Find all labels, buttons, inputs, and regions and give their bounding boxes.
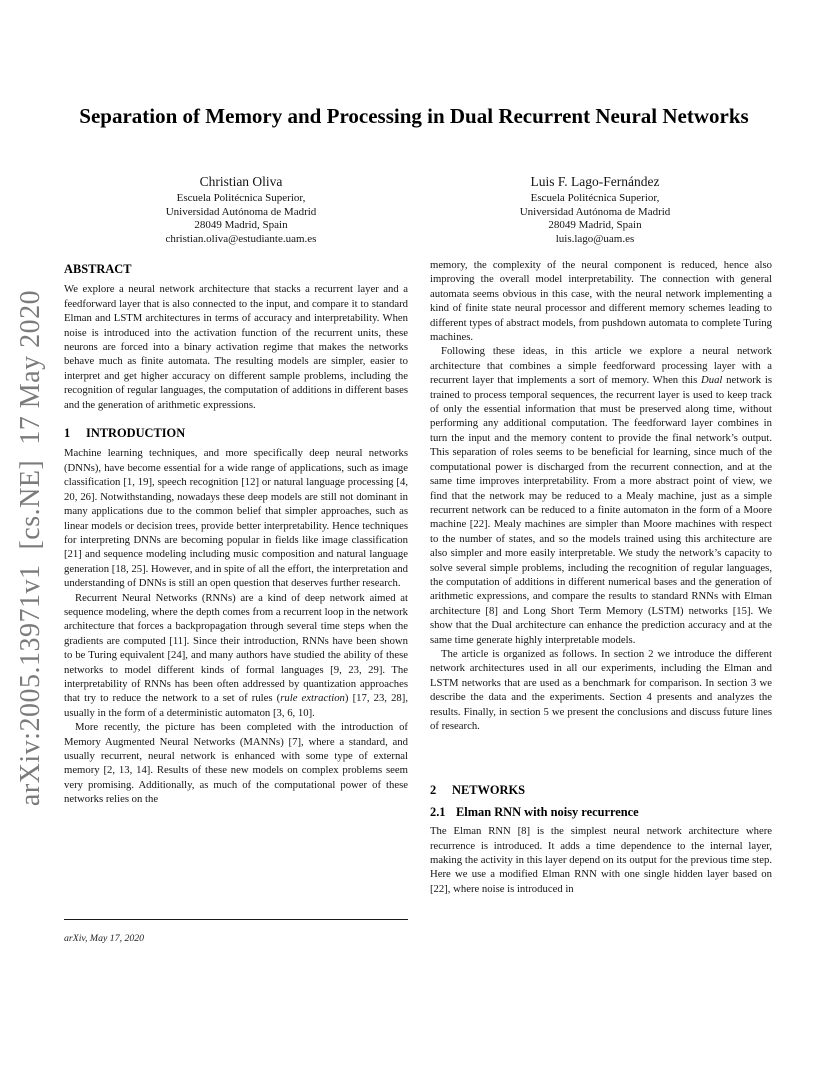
- abstract-heading: ABSTRACT: [64, 262, 132, 276]
- continuation-paragraph-3: The article is organized as follows. In section 2 we introduce the different network architectures used in all our experiments, including the Elman and LSTM networks that are used as a benchmark for comparison. In section 3 we describe the data and the experiments. Section 4 presents and analyzes the results. Finally, in section 5 we present the conclusions and discuss future lines of research.: [430, 647, 772, 732]
- author-affiliation-line: 28049 Madrid, Spain: [194, 219, 288, 232]
- subsection-title: Elman RNN with noisy recurrence: [456, 804, 639, 819]
- continuation-paragraph-1: memory, the complexity of the neural component is reduced, hence also improving the overall model interpretability. The connection with general automata seems obvious in this case, with the neural network implementing a kind of finite state neural processor and different memory schemes leading to different types of abstract models, from pushdown automata to complete Turing machines.: [430, 259, 772, 344]
- paper-title: Separation of Memory and Processing in Dual Recurrent Neural Networks: [79, 104, 749, 128]
- section-title: NETWORKS: [452, 783, 525, 798]
- left-column: [64, 262, 408, 807]
- author-affiliation-line: Escuela Politécnica Superior,: [176, 192, 306, 204]
- footnote: [64, 919, 408, 944]
- author-affiliation-line: Universidad Autónoma de Madrid: [165, 205, 317, 218]
- intro-paragraph-2-italic: rule extraction: [280, 692, 345, 705]
- author-affiliation-line: Escuela Politécnica Superior,: [530, 192, 660, 204]
- section-number: 2: [430, 783, 437, 798]
- continuation-paragraph-2-italic: Dual: [701, 374, 723, 387]
- author-affiliation-line: 28049 Madrid, Spain: [548, 219, 642, 232]
- abstract-text: We explore a neural network architecture that stacks a recurrent layer and a feedforward layer that is also connected to the input, and compare it to standard Elman and LSTM architectures in terms of accuracy and interpretability. When noise is introduced into the activation function of the recurrent units, these neurons are forced into a binary activation regime that makes the networks behave much as finite automata. The resulting models are simpler, easier to interpret and get higher accuracy on different sample problems, including the recognition of regular languages, the computation of additions in different bases and the generation of arithmetic expressions.: [64, 283, 408, 411]
- section-number: 1: [64, 426, 71, 441]
- continuation-paragraph-2-text: Following these ideas, in this article we explore a neural network architecture that combines a simple feedforward processing layer with a recurrent layer that implements a sort of memory. When this: [430, 345, 772, 387]
- footnote-text: arXiv, May 17, 2020: [64, 933, 145, 944]
- author-row: [64, 173, 772, 246]
- author-name: Christian Oliva: [199, 174, 283, 189]
- networks-paragraph-1: The Elman RNN [8] is the simplest neural network architecture where recurrence is introduced. It adds a time dependence to the internal layer, making the activity in this layer depend on its output for the previous time step. Here we use a modified Elman RNN with one single hidden layer based on [22], where noise is introduced in: [430, 825, 772, 895]
- author-block-1: [64, 173, 418, 246]
- section-1-heading: [64, 426, 408, 440]
- right-column: [430, 258, 772, 896]
- author-name: Luis F. Lago-Fernández: [530, 174, 660, 189]
- author-block-2: [418, 173, 772, 246]
- section-2-heading: [430, 783, 772, 797]
- intro-paragraph-2: [64, 591, 408, 721]
- intro-paragraph-2-text: Recurrent Neural Networks (RNNs) are a kind of deep network aimed at sequence modeling, where the depth comes from a recurrent loop in the network architecture that forces a backpropagation through several time steps when the gradients are computed [11]. Since their introduction, RNNs have been shown to be Turing equivalent [24], and many authors have studied the ability of these networks to model different kinds of formal languages [9, 23, 29]. The interpretability of RNNs has been often addressed by quantization approaches that try to reduce the network to a set of rules (: [64, 591, 408, 705]
- author-affiliation-line: Universidad Autónoma de Madrid: [519, 205, 671, 218]
- intro-paragraph-1: Machine learning techniques, and more specifically deep neural networks (DNNs), have become essential for a wide range of applications, such as image classification [1, 19], speech recognition [12] or natural language processing [4, 20, 26]. Notwithstanding, nowadays these deep models are still not dominant in many applications due to the common belief that simpler approaches, such as linear models or decision trees, provide better interpretability. Hence techniques for interpreting DNNs are becoming popular in fields like image classification [21] and sequence modeling including music composition and natural language generation [18, 25]. However, and in spite of all the effort, the interpretation and understanding of DNNs is still an open question that deserves further research.: [64, 447, 408, 590]
- continuation-paragraph-2: [430, 344, 772, 647]
- subsection-number: 2.1: [430, 804, 446, 819]
- intro-paragraph-2-text: ) [17, 23, 28], usually in the form of a deterministic automaton [3, 6, 10].: [64, 692, 408, 719]
- arxiv-watermark: arXiv:2005.13971v1 [cs.NE] 17 May 2020: [15, 289, 46, 807]
- author-email: christian.oliva@estudiante.uam.es: [165, 232, 317, 245]
- intro-paragraph-3: More recently, the picture has been completed with the introduction of Memory Augmented Neural Networks (MANNs) [7], where a standard, and usually recurrent, neural network is enhanced with some type of external memory [2, 13, 14]. Results of these new models on complex problems seem very promising. Additionally, as much of the computational power of these networks relies on the: [64, 721, 408, 806]
- continuation-paragraph-2-text: network is trained to process temporal sequences, the recurrent layer is used to keep track of only the essential information that must be preserved along time, without performing any additional computation. The feedforward layer combines in turn the input and the memory content to provide the final network’s output. This separation of roles seems to be beneficial for learning, since much of the computational power is discharged from the recurrent connection, and at the same time improves interpretability. From a more abstract point of view, we find that the network may be reduced to a Mealy machine, just as a simple recurrent network can be reduced to a finite automaton in the form of a Moore machine [22]. Mealy machines are simpler than Moore machines with respect to the number of states, and so the models trained using this architecture are also simpler and more easily interpretable. We study the network’s capacity to solve several simple problems, including the recognition of regular languages, the computation of additions in different numerical bases and the generation of arithmetic expressions, and compare the results to standard RNNs with Elman architecture [8] and Long Short Term Memory (LSTM) networks [15]. We show that the Dual architecture can enhance the prediction accuracy and at the same time generate highly interpretable models.: [430, 374, 772, 646]
- author-email: luis.lago@uam.es: [555, 232, 635, 245]
- section-2-1-heading: [430, 805, 772, 819]
- section-title: INTRODUCTION: [86, 426, 186, 441]
